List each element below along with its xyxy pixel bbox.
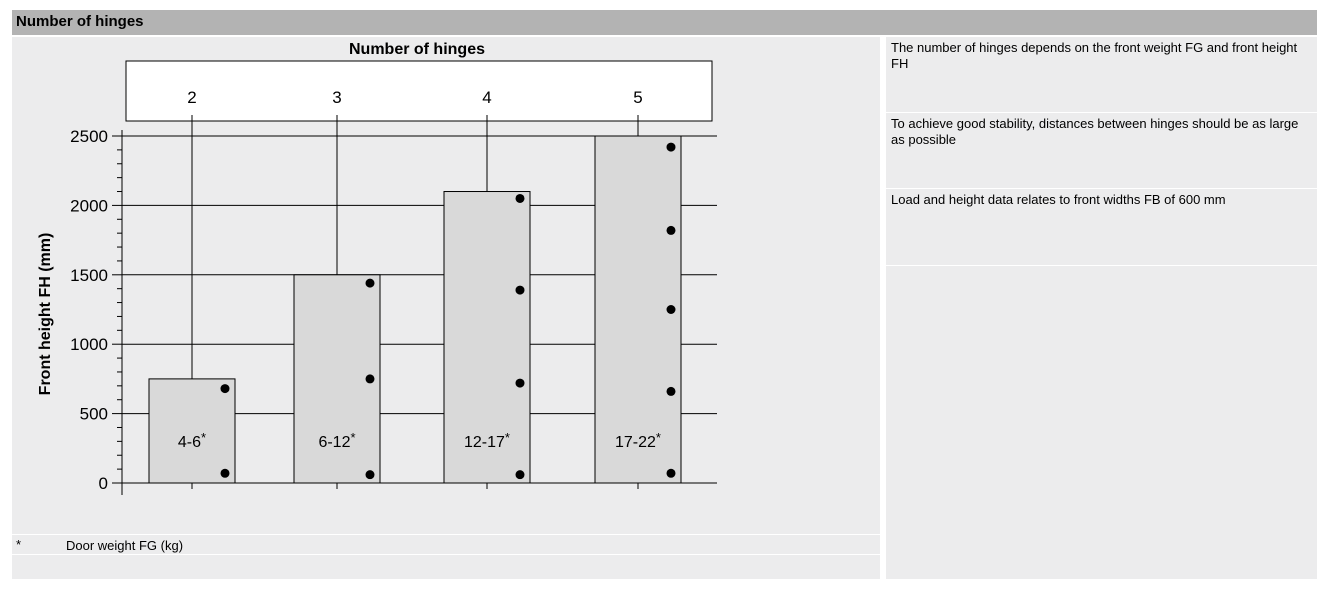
info-row-2 xyxy=(886,113,1317,189)
hinge-dot xyxy=(516,286,525,295)
hinge-dot xyxy=(366,470,375,479)
category-label: 3 xyxy=(332,88,342,107)
footnote-symbol: * xyxy=(16,537,22,552)
chart-panel xyxy=(12,37,880,579)
chart-title: Number of hinges xyxy=(348,41,486,58)
footnote xyxy=(12,534,880,555)
bar-label-star: * xyxy=(655,430,661,445)
hinge-dot xyxy=(366,279,375,288)
hinge-dot xyxy=(516,194,525,203)
info-row-3 xyxy=(886,189,1317,266)
y-tick-label: 2500 xyxy=(70,127,108,146)
category-label: 4 xyxy=(482,88,492,107)
hinge-dot xyxy=(667,305,676,314)
y-axis-label: Front height FH (mm) xyxy=(37,232,54,396)
hinge-dot xyxy=(221,384,230,393)
bar xyxy=(149,379,235,483)
hinge-chart xyxy=(12,37,880,532)
category-header-box xyxy=(126,61,712,121)
bar-label: 12-17* xyxy=(464,430,510,451)
hinge-dot xyxy=(366,374,375,383)
bar-label-star: * xyxy=(201,430,207,445)
bar-label-star: * xyxy=(350,430,356,445)
section-header xyxy=(12,10,1317,35)
y-tick-label: 0 xyxy=(98,474,108,493)
hinge-dot xyxy=(516,379,525,388)
hinge-dot xyxy=(667,143,676,152)
bar-label: 6-12* xyxy=(318,430,356,451)
hinge-dot xyxy=(667,469,676,478)
footnote-text: Door weight FG (kg) xyxy=(66,538,184,553)
bar-label: 4-6* xyxy=(177,430,207,451)
section-title: Number of hinges xyxy=(16,13,144,30)
category-label: 5 xyxy=(633,88,643,107)
bar-label-star: * xyxy=(504,430,510,445)
category-label: 2 xyxy=(187,88,197,107)
info-text-2: To achieve good stability, distances between hinges should be as large as possible xyxy=(891,116,1299,147)
info-row-1 xyxy=(886,37,1317,113)
info-text-3: Load and height data relates to front widths FB of 600 mm xyxy=(891,192,1226,207)
hinge-dot xyxy=(221,469,230,478)
y-tick-label: 1500 xyxy=(70,265,108,285)
bar-label: 17-22* xyxy=(615,430,661,451)
hinge-dot xyxy=(667,226,676,235)
info-text-1: The number of hinges depends on the front weight FG and front height FH xyxy=(891,40,1298,71)
hinge-dot xyxy=(516,470,525,479)
y-tick-label: 1000 xyxy=(70,335,108,355)
info-panel xyxy=(886,37,1317,579)
y-tick-label: 2000 xyxy=(70,196,108,216)
hinge-dot xyxy=(667,387,676,396)
y-tick-label: 500 xyxy=(79,404,108,424)
